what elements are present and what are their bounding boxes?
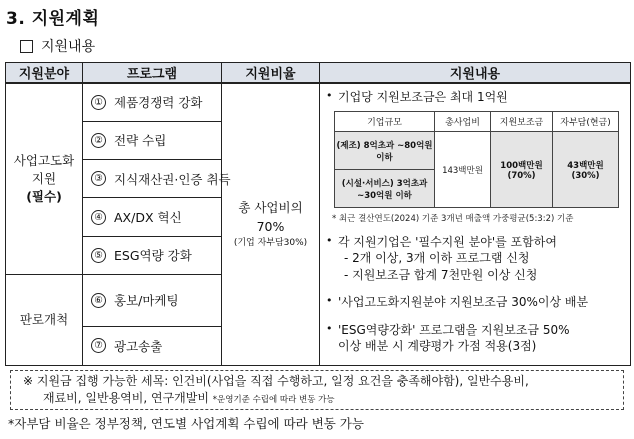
circled-number: ⑥ xyxy=(91,293,106,308)
area1-line1: 사업고도화 xyxy=(13,152,75,168)
bullet3-text: '사업고도화지원분야 지원보조금 30%이상 배분 xyxy=(338,294,589,309)
support-content xyxy=(320,83,631,366)
program-row xyxy=(83,83,222,121)
program-row xyxy=(83,198,222,236)
notice-line2-wrap xyxy=(23,390,617,407)
footer-note: *자부담 비율은 정부정책, 연도별 사업계획 수립에 따라 변동 가능 xyxy=(8,416,364,431)
rate-self-burden: (기업 자부담30%) xyxy=(233,237,308,248)
support-plan-table xyxy=(5,62,631,366)
program-label: 홍보/마케팅 xyxy=(114,293,179,309)
program-label: 제품경쟁력 강화 xyxy=(114,95,203,111)
revenue-note: * 최근 결산연도(2024) 기준 3개년 매출액 가중평균(5:3:2) 기준 xyxy=(332,214,574,225)
program-label: 전략 수립 xyxy=(114,133,167,149)
notice-line1: ※ 지원금 집행 가능한 세목: 인건비(사업을 직접 수행하고, 일정 요건을 충족해야함), 일반수용비, xyxy=(23,374,529,388)
inner-header-size: 기업규모 xyxy=(335,112,435,132)
area-business-advancement xyxy=(6,83,83,275)
circled-number: ④ xyxy=(91,210,106,225)
expense-notice-box xyxy=(10,370,624,410)
program-label: AX/DX 혁신 xyxy=(114,210,182,226)
program-label: 지식재산권·인증 취득 xyxy=(114,171,231,187)
size-service: (시설·서비스) 3억초과~30억원 이하 xyxy=(335,170,435,208)
program-row xyxy=(83,236,222,274)
circled-number: ① xyxy=(91,95,106,110)
circled-number: ⑦ xyxy=(91,338,106,353)
subsection-label: 지원내용 xyxy=(41,39,96,55)
bullet1-text: 기업당 지원보조금은 최대 1억원 xyxy=(338,90,508,104)
notice-line2: 재료비, 일반용역비, 연구개발비 xyxy=(43,391,209,406)
bullet2-text: 각 지원기업은 '필수지원 분야'를 포함하여 xyxy=(338,235,557,250)
header-content: 지원내용 xyxy=(320,63,631,84)
bullet-advancement-share: • '사업고도화지원분야 지원보조금 30%이상 배분 xyxy=(326,293,589,309)
subsection-heading xyxy=(20,36,95,56)
notice-line2-note: *운영기준 수립에 따라 변동 가능 xyxy=(212,395,335,406)
program-row xyxy=(83,326,222,365)
support-rate xyxy=(222,83,320,366)
area-market-expansion: 판로개척 xyxy=(6,275,83,366)
circled-number: ⑤ xyxy=(91,248,106,263)
bullet-max-grant: • 기업당 지원보조금은 최대 1억원 xyxy=(326,89,508,104)
circled-number: ③ xyxy=(91,171,106,186)
header-rate: 지원비율 xyxy=(222,63,320,84)
header-area: 지원분야 xyxy=(6,63,83,84)
bullet-esg-bonus: • 'ESG역량강화' 프로그램을 지원보조금 50% xyxy=(326,322,570,338)
section-title: 3. 지원계획 xyxy=(6,9,100,29)
grant-amount: 100백만원 (70%) xyxy=(491,132,553,208)
bullet2-sub1: - 2개 이상, 3개 이하 프로그램 신청 xyxy=(344,251,530,266)
inner-header-total: 총사업비 xyxy=(435,112,491,132)
program-label: ESG역량 강화 xyxy=(114,248,192,264)
square-checkbox-icon xyxy=(20,40,33,53)
circled-number: ② xyxy=(91,133,106,148)
bullet4-text: 'ESG역량강화' 프로그램을 지원보조금 50% xyxy=(338,323,570,338)
inner-header-self: 자부담(현금) xyxy=(553,112,619,132)
total-cost: 143백만원 xyxy=(435,132,491,208)
bullet4-continued: 이상 배분 시 계량평가 가점 적용(3점) xyxy=(338,339,537,354)
rate-line1: 총 사업비의 xyxy=(238,200,303,215)
header-program: 프로그램 xyxy=(83,63,222,84)
size-manufacturing: (제조) 8억초과 ~80억원이하 xyxy=(335,132,435,170)
rate-percent: 70% xyxy=(256,218,285,234)
area1-line2: 지원 xyxy=(31,171,57,186)
area1-required: (필수) xyxy=(26,189,62,205)
program-row xyxy=(83,121,222,159)
grant-breakdown-table xyxy=(334,111,619,208)
inner-header-grant: 지원보조금 xyxy=(491,112,553,132)
self-amount: 43백만원 (30%) xyxy=(553,132,619,208)
bullet2-sub2: - 지원보조금 합계 7천만원 이상 신청 xyxy=(344,268,538,283)
bullet-required-area: • 각 지원기업은 '필수지원 분야'를 포함하여 xyxy=(326,234,557,250)
program-label: 광고송출 xyxy=(114,338,163,354)
program-row xyxy=(83,160,231,198)
program-row xyxy=(83,275,222,326)
